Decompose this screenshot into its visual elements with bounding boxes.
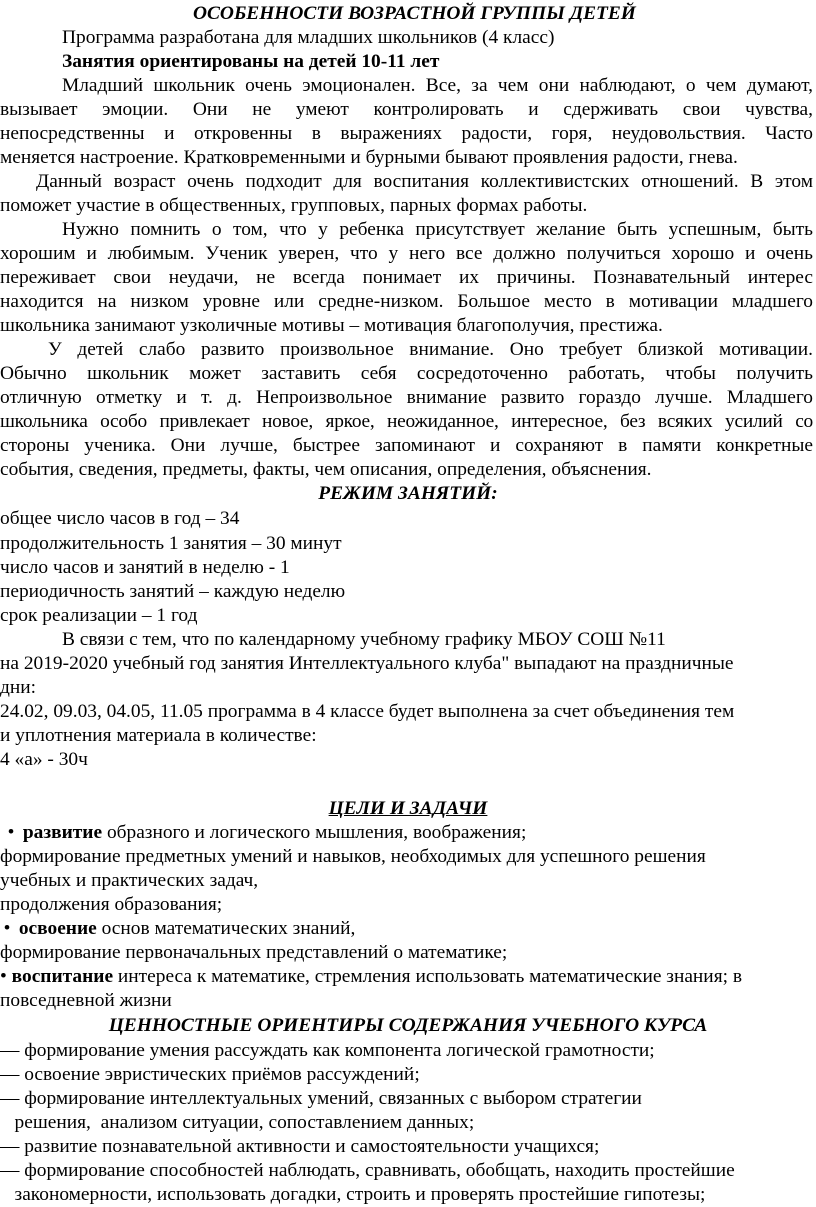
bullet-icon: • — [0, 966, 7, 987]
bullet-icon: • — [3, 918, 11, 939]
goals-heading: ЦЕЛИ И ЗАДАЧИ — [328, 798, 488, 819]
schedule-note-line: дни: — [0, 677, 37, 698]
schedule-item: общее число часов в год – 34 — [0, 508, 240, 529]
intro-age-line: Занятия ориентированы на детей 10-11 лет — [62, 51, 440, 72]
schedule-note-line: и уплотнения материала в количестве: — [0, 725, 317, 746]
goal-keyword: освоение — [18, 918, 97, 939]
goal-text: основ математических знаний, — [96, 918, 356, 939]
schedule-note-line: 24.02, 09.03, 04.05, 11.05 программа в 4 классе будет выполнена за счет объединения тем — [0, 701, 735, 722]
schedule-item: периодичность занятий – каждую неделю — [0, 581, 346, 602]
paragraph-line: хорошим и любимым. Ученик уверен, что у него все должно получиться хорошо и очень — [0, 243, 813, 264]
values-item: — развитие познавательной активности и самостоятельности учащихся; — [0, 1136, 600, 1157]
paragraph-line: переживает свои неудачи, не всегда понимает их причины. Познавательный интерес — [0, 267, 813, 288]
paragraph-line: Нужно помнить о том, что у ребенка присутствует желание быть успешным, быть — [62, 219, 813, 240]
schedule-item: срок реализации – 1 год — [0, 605, 198, 626]
paragraph-line: непосредственны и откровенны в выражениях радости, горя, неудовольствия. Часто — [0, 123, 813, 144]
goal-line: повседневной жизни — [0, 990, 172, 1011]
goal-text: интереса к математике, стремления использовать математические знания; в — [113, 966, 742, 987]
values-item: решения, анализом ситуации, сопоставлением данных; — [0, 1112, 475, 1133]
paragraph-line: У детей слабо развито произвольное внимание. Оно требует близкой мотивации. — [48, 339, 813, 360]
bullet-icon: • — [7, 822, 15, 843]
values-item: закономерности, использовать догадки, строить и проверять простейшие гипотезы; — [0, 1184, 706, 1205]
paragraph-line: Младший школьник очень эмоционален. Все, за чем они наблюдают, о чем думают, — [62, 75, 813, 96]
paragraph-line: Данный возраст очень подходит для воспитания коллективистских отношений. В этом — [36, 171, 813, 192]
schedule-note-line: на 2019-2020 учебный год занятия Интеллектуального клуба" выпадают на праздничные — [0, 653, 734, 674]
paragraph-line: поможет участие в общественных, групповых, парных формах работы. — [0, 195, 588, 216]
schedule-item: продолжительность 1 занятия – 30 минут — [0, 533, 342, 554]
paragraph-line: школьника занимают узколичные мотивы – мотивация благополучия, престижа. — [0, 315, 663, 336]
goal-line: формирование предметных умений и навыков, необходимых для успешного решения — [0, 846, 706, 867]
values-item: — формирование способностей наблюдать, сравнивать, обобщать, находить простейшие — [0, 1160, 735, 1181]
values-item: — освоение эвристических приёмов рассуждений; — [0, 1064, 420, 1085]
paragraph-line: находится на низком уровне или средне-низком. Большое место в мотивации младшего — [0, 291, 813, 312]
page-title: ОСОБЕННОСТИ ВОЗРАСТНОЙ ГРУППЫ ДЕТЕЙ — [193, 3, 636, 24]
goal-text: образного и логического мышления, воображения; — [102, 822, 527, 843]
schedule-note-line: В связи с тем, что по календарному учебному графику МБОУ СОШ №11 — [62, 629, 666, 650]
goal-item — [4, 822, 526, 845]
values-item: — формирование интеллектуальных умений, связанных с выбором стратегии — [0, 1088, 642, 1109]
goal-keyword: развитие — [22, 822, 103, 843]
paragraph-line: меняется настроение. Кратковременными и бурными бывают проявления радости, гнева. — [0, 147, 738, 168]
goal-item — [0, 966, 813, 989]
schedule-note-line: 4 «а» - 30ч — [0, 749, 88, 770]
goal-keyword: воспитание — [11, 966, 114, 987]
schedule-heading: РЕЖИМ ЗАНЯТИЙ: — [318, 483, 498, 504]
goal-item — [0, 918, 355, 941]
paragraph-line: вызывает эмоции. Они не умеют контролировать и сдерживать свои чувства, — [0, 99, 813, 120]
paragraph-line: школьника особо привлекает новое, яркое, неожиданное, интересное, без всяких усилий со — [0, 411, 813, 432]
values-heading: ЦЕННОСТНЫЕ ОРИЕНТИРЫ СОДЕРЖАНИЯ УЧЕБНОГО КУРСА — [108, 1015, 708, 1036]
goal-line: продолжения образования; — [0, 894, 223, 915]
values-item: — формирование умения рассуждать как компонента логической грамотности; — [0, 1040, 655, 1061]
paragraph-line: Обычно школьник может заставить себя сосредоточенно работать, чтобы получить — [0, 363, 813, 384]
goal-line: учебных и практических задач, — [0, 870, 259, 891]
goal-line: формирование первоначальных представлений о математике; — [0, 942, 508, 963]
paragraph-line: стороны ученика. Они лучше, быстрее запоминают и сохраняют в памяти конкретные — [0, 435, 813, 456]
paragraph-line: отличную отметку и т. д. Непроизвольное внимание развито гораздо лучше. Младшего — [0, 387, 813, 408]
schedule-item: число часов и занятий в неделю - 1 — [0, 557, 290, 578]
intro-program-line: Программа разработана для младших школьников (4 класс) — [62, 27, 555, 48]
paragraph-line: события, сведения, предметы, факты, чем описания, определения, объяснения. — [0, 459, 652, 480]
